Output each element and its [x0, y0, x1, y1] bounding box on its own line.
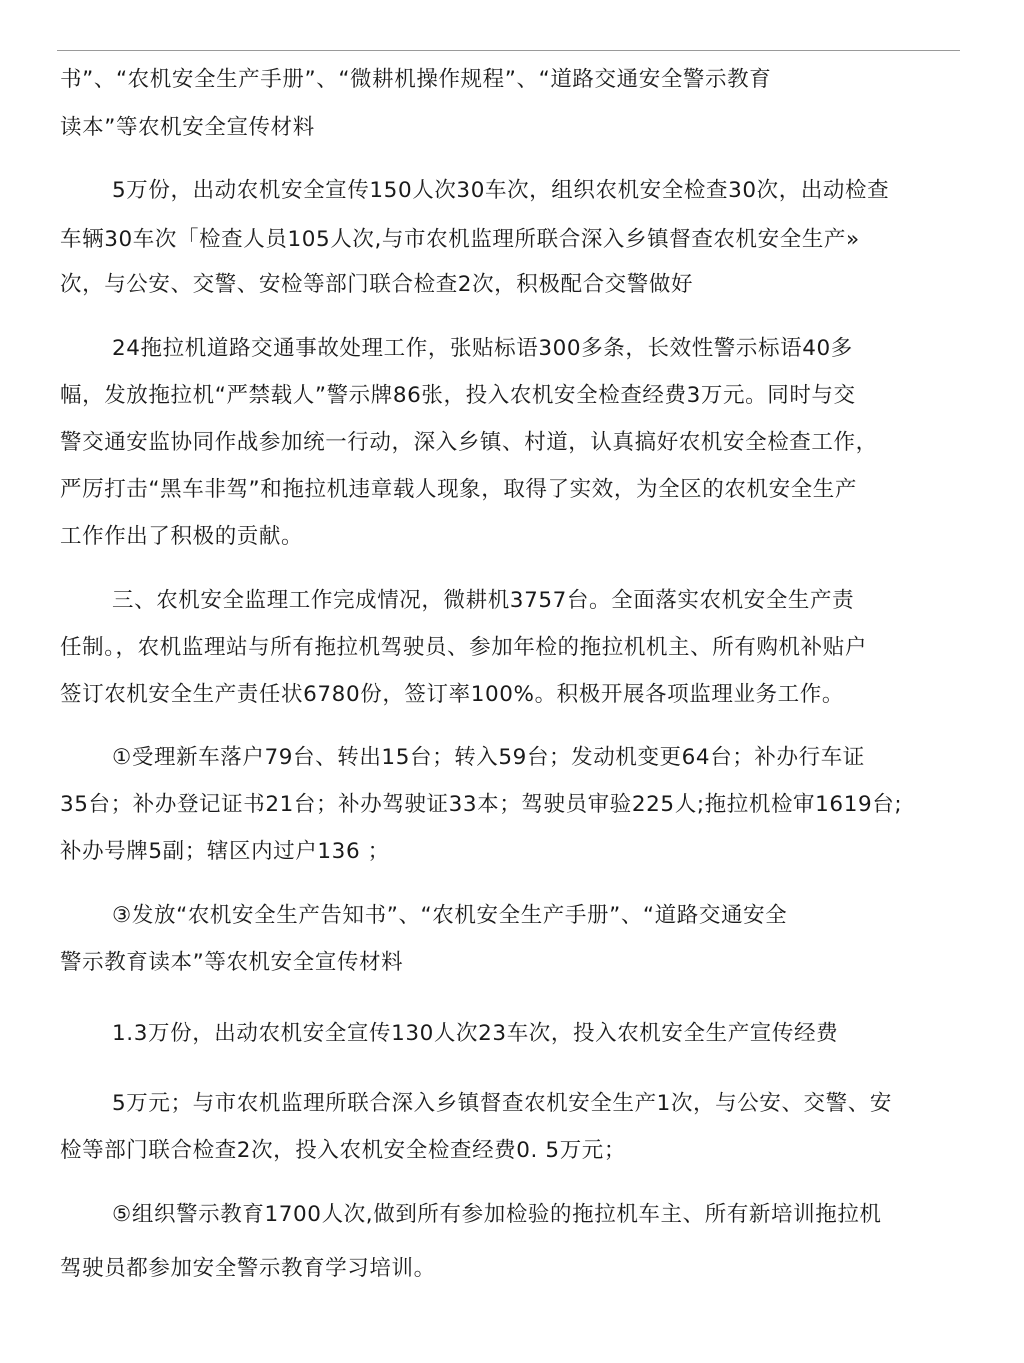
text-line: 签订农机安全生产责任状6780份，签订率100%。积极开展各项监理业务工作。 — [60, 682, 844, 707]
text-line: 幅，发放拖拉机“严禁载人”警示牌86张，投入农机安全检查经费3万元。同时与交 — [60, 383, 856, 408]
text-line: 任制。，农机监理站与所有拖拉机驾驶员、参加年检的拖拉机机主、所有购机补贴户 — [60, 635, 867, 660]
text-line: ③发放“农机安全生产告知书”、“农机安全生产手册”、“道路交通安全 — [112, 903, 788, 928]
text-line: 警示教育读本”等农机安全宣传材料 — [60, 950, 404, 975]
text-line: 24拖拉机道路交通事故处理工作，张贴标语300多条，长效性警示标语40多 — [112, 336, 853, 361]
text-line: 车辆30车次「检查人员105人次,与市农机监理所联合深入乡镇督查农机安全生产» — [60, 227, 860, 252]
text-line: 警交通安监协同作战参加统一行动，深入乡镇、村道，认真搞好农机安全检查工作， — [60, 430, 878, 455]
text-line: 5万份，出动农机安全宣传150人次30车次，组织农机安全检查30次，出动检查 — [112, 178, 890, 203]
text-line: 检等部门联合检查2次，投入农机安全检查经费0. 5万元； — [60, 1138, 627, 1163]
text-line: 1.3万份，出动农机安全宣传130人次23车次，投入农机安全生产宣传经费 — [112, 1021, 839, 1046]
text-line: 次，与公安、交警、安检等部门联合检查2次，积极配合交警做好 — [60, 272, 694, 297]
text-line: 书”、“农机安全生产手册”、“微耕机操作规程”、“道路交通安全警示教育 — [60, 67, 772, 92]
text-line: 35台；补办登记证书21台；补办驾驶证33本；驾驶员审验225人;拖拉机检审1619台; — [60, 792, 903, 817]
text-line: ⑤组织警示教育1700人次,做到所有参加检验的拖拉机车主、所有新培训拖拉机 — [112, 1202, 882, 1227]
text-line: 补办号牌5副；辖区内过户136 ； — [60, 839, 390, 864]
text-line: 严厉打击“黑车非驾”和拖拉机违章载人现象，取得了实效，为全区的农机安全生产 — [60, 477, 857, 502]
text-line: 读本”等农机安全宣传材料 — [60, 115, 315, 140]
text-line: 驾驶员都参加安全警示教育学习培训。 — [60, 1256, 436, 1281]
text-line: 5万元；与市农机监理所联合深入乡镇督查农机安全生产1次，与公安、交警、安 — [112, 1091, 892, 1116]
text-line: ①受理新车落户79台、转出15台；转入59台；发动机变更64台；补办行车证 — [112, 745, 865, 770]
header-divider — [57, 50, 960, 51]
text-line: 三、农机安全监理工作完成情况，微耕机3757台。全面落实农机安全生产责 — [112, 588, 855, 613]
text-line: 工作作出了积极的贡献。 — [60, 524, 304, 549]
